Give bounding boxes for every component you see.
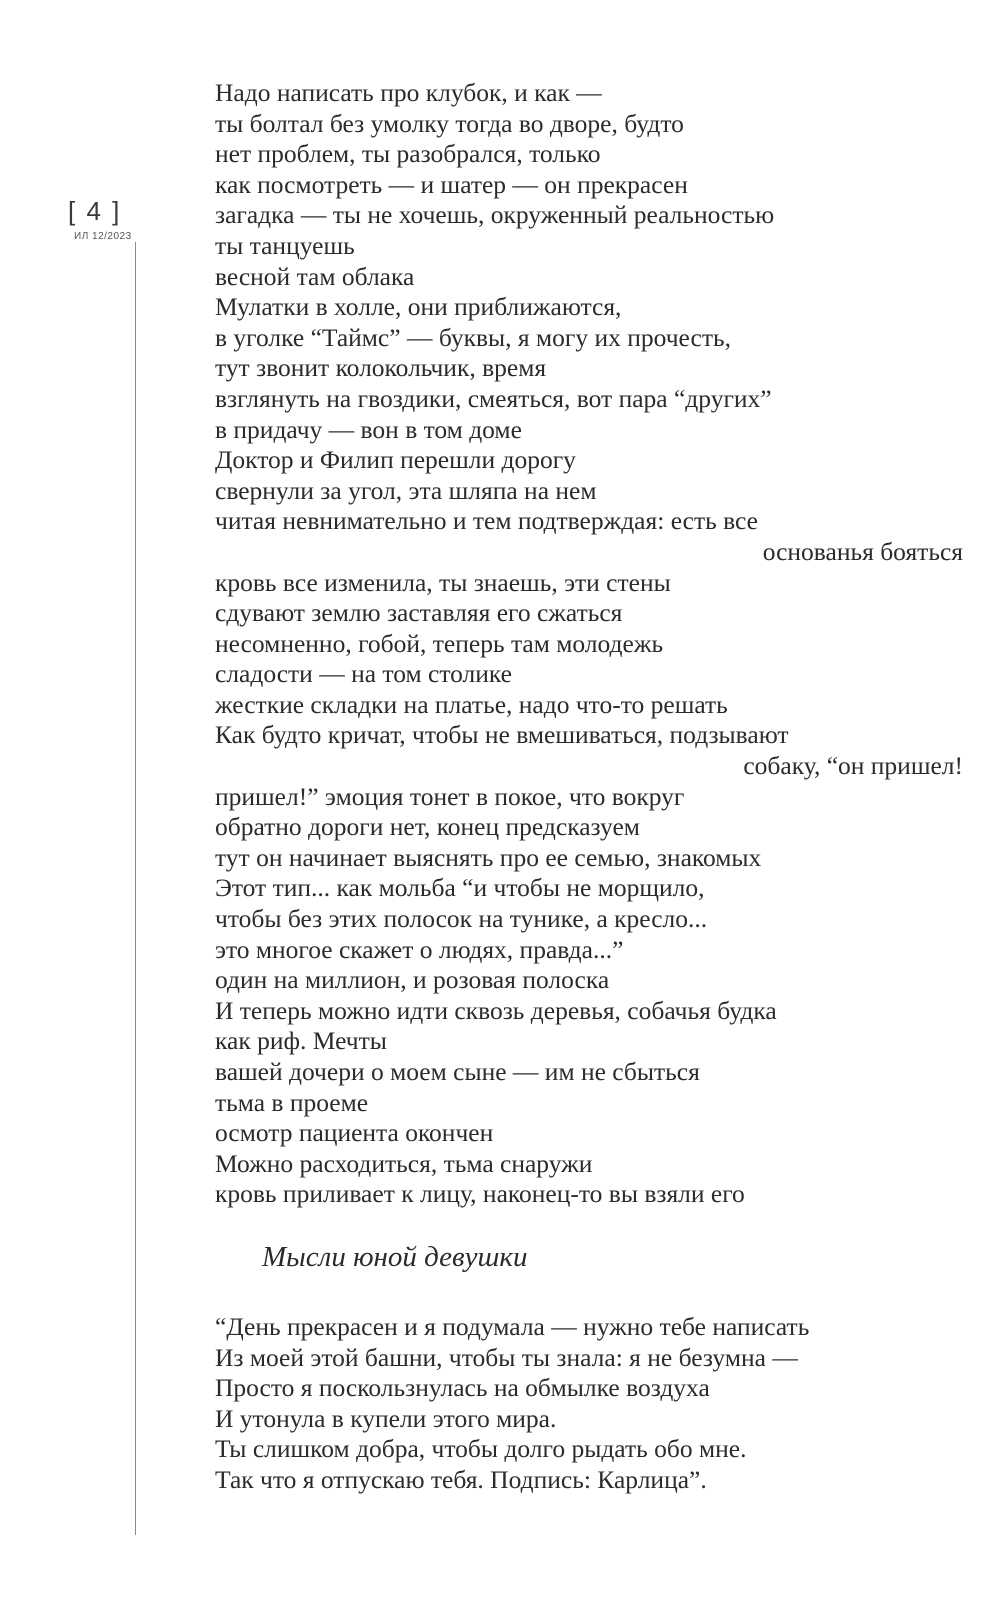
poem-line: сладости — на том столике <box>215 659 512 689</box>
poem-line: Можно расходиться, тьма снаружи <box>215 1148 593 1178</box>
poem-line: в придачу — вон в том доме <box>215 414 522 444</box>
poem-line: весной там облака <box>215 261 415 291</box>
poem-line: свернули за угол, эта шляпа на нем <box>215 475 597 505</box>
poem-line: тут звонит колокольчик, время <box>215 353 547 383</box>
poem-line: “День прекрасен и я подумала — нужно тебе написать <box>215 1312 810 1341</box>
poem-line: это многое скажет о людях, правда...” <box>215 934 624 964</box>
poem-line: тьма в проеме <box>215 1087 369 1117</box>
page-number: [ 4 ] <box>68 196 122 226</box>
poem-line: И теперь можно идти сквозь деревья, собачья будка <box>215 995 777 1025</box>
margin-rule <box>135 242 136 1535</box>
poem-second <box>215 1312 975 1496</box>
poem-line: ты болтал без умолку тогда во дворе, будто <box>215 108 684 138</box>
poem-line: И утонула в купели этого мира. <box>215 1403 557 1433</box>
poem-line: как риф. Мечты <box>215 1026 387 1056</box>
poem-line: загадка — ты не хочешь, окруженный реальностью <box>215 200 775 230</box>
poem-line: в уголке “Таймс” — буквы, я могу их прочесть, <box>215 322 731 352</box>
poem-line: несомненно, гобой, теперь там молодежь <box>215 628 664 658</box>
poem-line: тут он начинает выяснять про ее семью, знакомых <box>215 842 762 872</box>
poem-line: Из моей этой башни, чтобы ты знала: я не безумна — <box>215 1342 798 1372</box>
poem-line-continuation: собаку, “он пришел! <box>743 751 963 781</box>
poem-line: Этот тип... как мольба “и чтобы не морщило, <box>215 873 705 903</box>
poem-line: жесткие складки на платье, надо что-то решать <box>215 689 728 719</box>
poem-line-continuation: основанья бояться <box>762 536 963 566</box>
poem-line: осмотр пациента окончен <box>215 1118 494 1148</box>
poem-line: кровь приливает к лицу, наконец-то вы взяли его <box>215 1179 745 1209</box>
poem-line: Как будто кричат, чтобы не вмешиваться, подзывают <box>215 720 789 750</box>
poem-line: Так что я отпускаю тебя. Подпись: Карлица”. <box>215 1464 707 1494</box>
poem-line: сдувают землю заставляя его сжаться <box>215 598 623 628</box>
poem-line: ты танцуешь <box>215 230 355 260</box>
poem-line: один на миллион, и розовая полоска <box>215 965 610 995</box>
poem-line: нет проблем, ты разобрался, только <box>215 139 601 169</box>
poem-line: как посмотреть — и шатер — он прекрасен <box>215 169 688 199</box>
poem-line: читая невнимательно и тем подтверждая: есть все <box>215 506 758 536</box>
poem <box>215 78 975 1210</box>
poem-line: Надо написать про клубок, и как — <box>215 78 602 107</box>
issue-label: ИЛ 12/2023 <box>74 231 132 242</box>
poem-line: чтобы без этих полосок на тунике, а кресло... <box>215 904 708 934</box>
poem-line: взглянуть на гвоздики, смеяться, вот пара “других” <box>215 383 772 413</box>
poem-line: Ты слишком добра, чтобы долго рыдать обо мне. <box>215 1434 747 1464</box>
poem-line: Мулатки в холле, они приближаются, <box>215 292 622 322</box>
poem-line: вашей дочери о моем сыне — им не сбыться <box>215 1057 700 1086</box>
section-title: Мысли юной девушки <box>262 1241 528 1273</box>
poem-line: пришел!” эмоция тонет в покое, что вокруг <box>215 781 685 811</box>
poem-line: кровь все изменила, ты знаешь, эти стены <box>215 567 671 597</box>
poem-line: обратно дороги нет, конец предсказуем <box>215 812 640 842</box>
poem-line: Доктор и Филип перешли дорогу <box>215 445 576 475</box>
poem-line: Просто я поскользнулась на обмылке воздуха <box>215 1373 710 1403</box>
